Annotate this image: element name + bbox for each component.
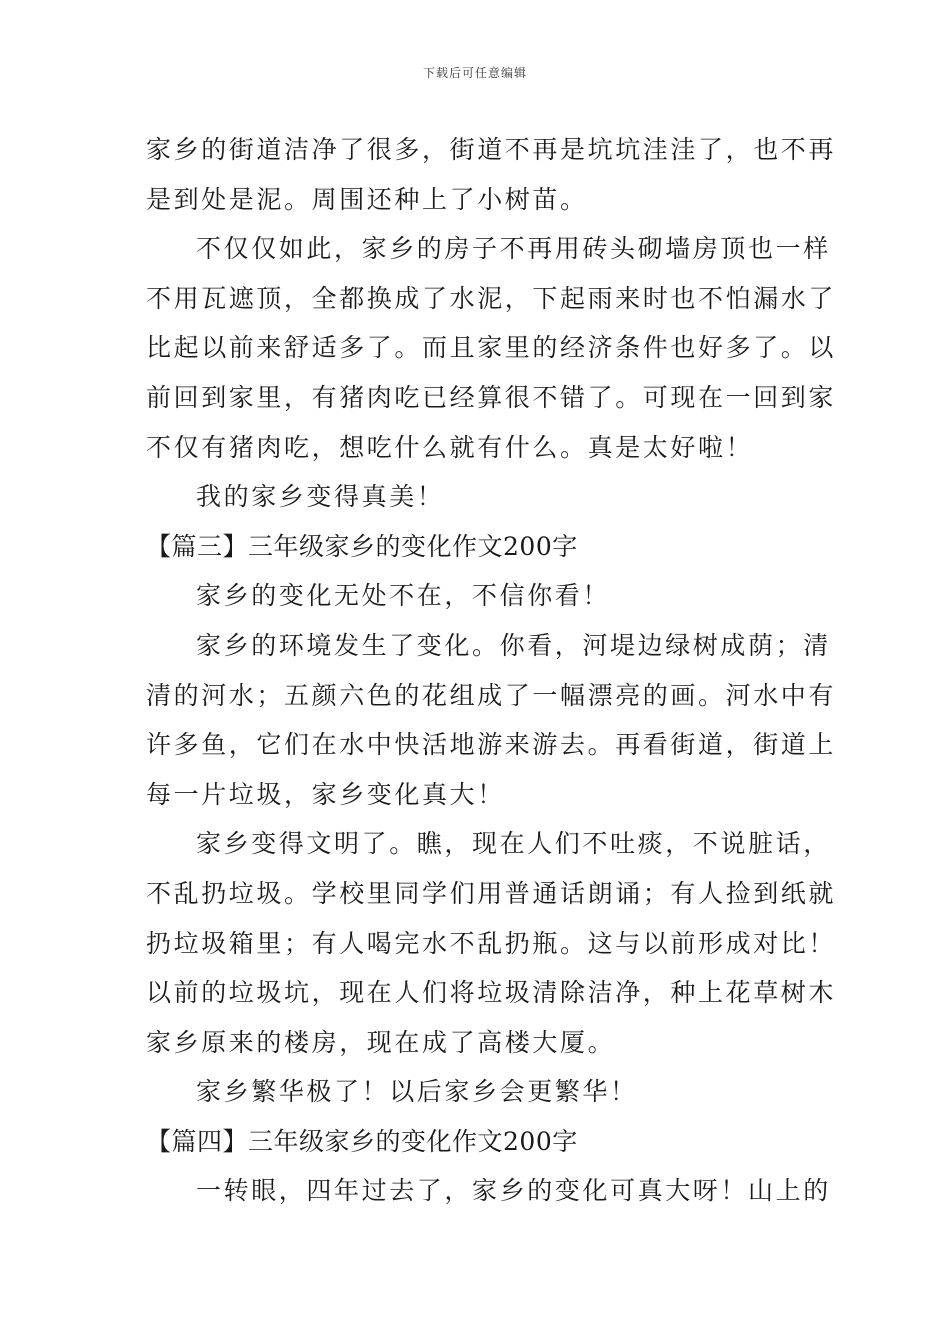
text-line: 家乡变得文明了。瞧，现在人们不吐痰，不说脏话， — [196, 829, 831, 859]
text-line: 家乡的街道洁净了很多，街道不再是坑坑洼洼了，也不再 — [146, 135, 837, 164]
text-line: 家乡的变化无处不在，不信你看！ — [196, 581, 611, 611]
text-line: 不乱扔垃圾。学校里同学们用普通话朗诵；有人捡到纸就 — [146, 878, 837, 908]
page-header-note: 下载后可任意编辑 — [422, 66, 527, 80]
text-line: 每一片垃圾，家乡变化真大！ — [146, 779, 505, 809]
text-line: 不仅有猪肉吃，想吃什么就有什么。真是太好啦！ — [146, 432, 754, 462]
section-heading: 【篇四】三年级家乡的变化作文200字 — [146, 1126, 578, 1156]
text-line: 前回到家里，有猪肉吃已经算很不错了。可现在一回到家 — [146, 382, 837, 412]
document-body — [146, 125, 837, 1216]
text-line: 家乡繁华极了！以后家乡会更繁华！ — [196, 1077, 638, 1107]
text-line: 以前的垃圾坑，现在人们将垃圾清除洁净，种上花草树木 — [146, 978, 837, 1008]
section-heading: 【篇三】三年级家乡的变化作文200字 — [146, 531, 578, 561]
text-line: 不仅仅如此，家乡的房子不再用砖头砌墙房顶也一样 — [196, 234, 831, 264]
text-line: 我的家乡变得真美！ — [196, 482, 445, 512]
text-line: 一转眼，四年过去了，家乡的变化可真大呀！山上的 — [196, 1176, 831, 1206]
text-line: 许多鱼，它们在水中快活地游来游去。再看街道，街道上 — [146, 730, 837, 760]
text-line: 不用瓦遮顶，全都换成了水泥，下起雨来时也不怕漏水了 — [146, 283, 837, 313]
text-line: 清的河水；五颜六色的花组成了一幅漂亮的画。河水中有 — [146, 680, 837, 710]
text-line: 家乡的环境发生了变化。你看，河堤边绿树成荫；清 — [196, 630, 831, 660]
text-line: 是到处是泥。周围还种上了小树苗。 — [146, 184, 588, 214]
text-line: 比起以前来舒适多了。而且家里的经济条件也好多了。以 — [146, 333, 837, 363]
text-line: 家乡原来的楼房，现在成了高楼大厦。 — [146, 1027, 616, 1057]
text-line: 扔垃圾箱里；有人喝完水不乱扔瓶。这与以前形成对比！ — [146, 928, 837, 958]
